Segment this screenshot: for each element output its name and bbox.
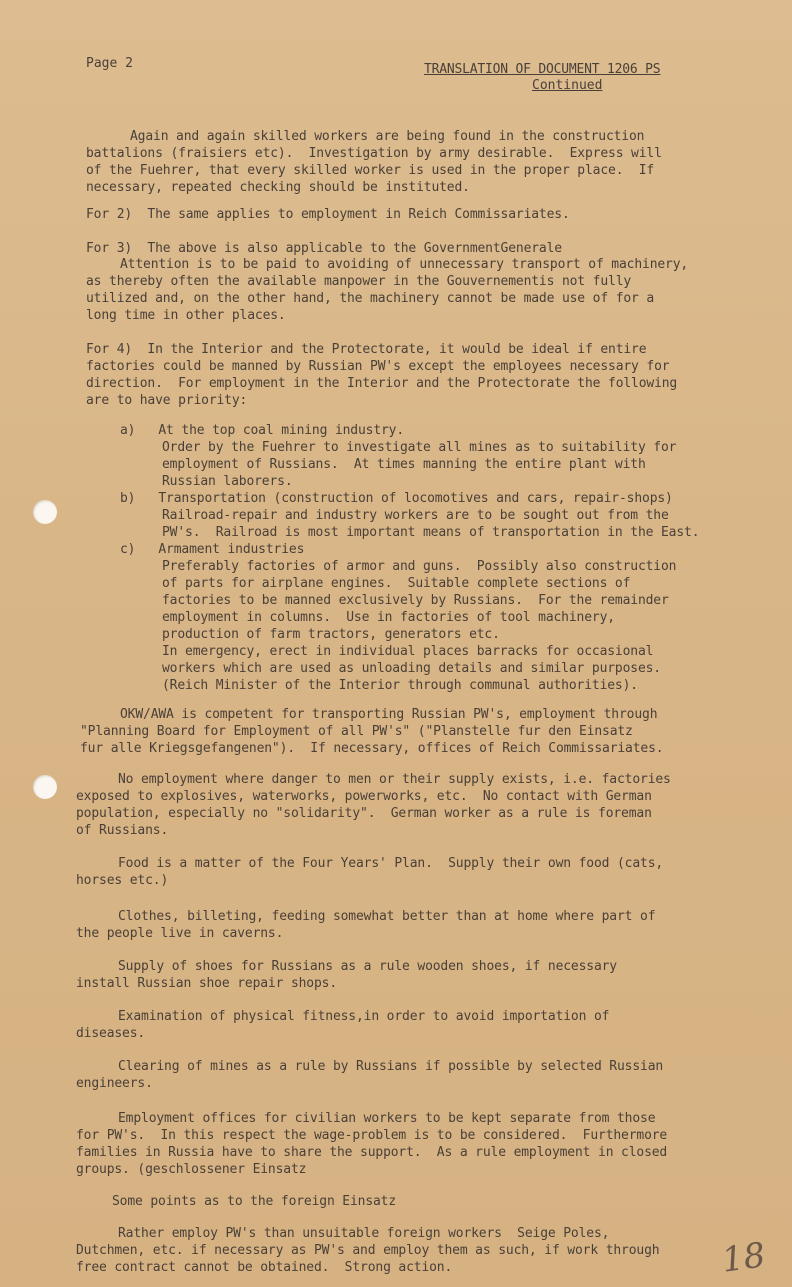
- text-line: exposed to explosives, waterworks, powerworks, etc. No contact with German: [76, 789, 652, 804]
- text-line: population, especially no "solidarity". German worker as a rule is foreman: [76, 806, 652, 821]
- text-line: OKW/AWA is competent for transporting Russian PW's, employment through: [120, 707, 658, 722]
- text-line: of the Fuehrer, that every skilled worker is used in the proper place. If: [86, 163, 655, 178]
- text-line: horses etc.): [76, 873, 169, 888]
- text-line: install Russian shoe repair shops.: [76, 976, 338, 991]
- text-line: of parts for airplane engines. Suitable complete sections of: [162, 576, 631, 591]
- text-line: Clearing of mines as a rule by Russians if possible by selected Russian: [118, 1059, 664, 1074]
- text-line: No employment where danger to men or their supply exists, i.e. factories: [118, 772, 671, 787]
- text-line: factories to be manned exclusively by Russians. For the remainder: [162, 593, 669, 608]
- text-line: Order by the Fuehrer to investigate all mines as to suitability for: [162, 440, 677, 455]
- text-line: In emergency, erect in individual places barracks for occasional: [162, 644, 654, 659]
- text-line: free contract cannot be obtained. Strong action.: [76, 1260, 453, 1275]
- text-line: production of farm tractors, generators etc.: [162, 627, 500, 642]
- text-line: a) At the top coal mining industry.: [120, 423, 405, 438]
- text-line: as thereby often the available manpower in the Gouvernementis not fully: [86, 274, 632, 289]
- text-line: For 3) The above is also applicable to the GovernmentGenerale: [86, 241, 562, 256]
- text-line: c) Armament industries: [120, 542, 305, 557]
- text-line: of Russians.: [76, 823, 169, 838]
- text-line: Russian laborers.: [162, 474, 293, 489]
- text-line: "Planning Board for Employment of all PW's" ("Planstelle fur den Einsatz: [80, 724, 633, 739]
- text-line: Railroad-repair and industry workers are to be sought out from the: [162, 508, 669, 523]
- document-subtitle: Continued: [532, 78, 603, 93]
- text-line: For 4) In the Interior and the Protectorate, it would be ideal if entire: [86, 342, 647, 357]
- text-line: diseases.: [76, 1026, 146, 1041]
- text-line: Rather employ PW's than unsuitable foreign workers Seige Poles,: [118, 1226, 610, 1241]
- text-line: Food is a matter of the Four Years' Plan. Supply their own food (cats,: [118, 856, 664, 871]
- text-line: Clothes, billeting, feeding somewhat better than at home where part of: [118, 909, 656, 924]
- text-line: Supply of shoes for Russians as a rule wooden shoes, if necessary: [118, 959, 617, 974]
- text-line: Some points as to the foreign Einsatz: [112, 1194, 397, 1209]
- text-line: Employment offices for civilian workers to be kept separate from those: [118, 1111, 656, 1126]
- text-line: PW's. Railroad is most important means of transportation in the East.: [162, 525, 700, 540]
- text-line: Attention is to be paid to avoiding of unnecessary transport of machinery,: [120, 257, 689, 272]
- text-line: (Reich Minister of the Interior through communal authorities).: [162, 678, 638, 693]
- document-title: TRANSLATION OF DOCUMENT 1206 PS: [424, 62, 661, 77]
- text-line: factories could be manned by Russian PW's except the employees necessary for: [86, 359, 670, 374]
- punch-hole: [33, 775, 57, 799]
- text-line: For 2) The same applies to employment in Reich Commissariates.: [86, 207, 570, 222]
- text-line: battalions (fraisiers etc). Investigation by army desirable. Express will: [86, 146, 662, 161]
- text-line: employment in columns. Use in factories of tool machinery,: [162, 610, 615, 625]
- text-line: necessary, repeated checking should be instituted.: [86, 180, 470, 195]
- handwritten-page-number: 18: [719, 1235, 768, 1281]
- text-line: engineers.: [76, 1076, 153, 1091]
- text-line: employment of Russians. At times manning the entire plant with: [162, 457, 646, 472]
- text-line: long time in other places.: [86, 308, 286, 323]
- text-line: Dutchmen, etc. if necessary as PW's and employ them as such, if work through: [76, 1243, 660, 1258]
- text-line: direction. For employment in the Interior and the Protectorate the following: [86, 376, 678, 391]
- text-line: the people live in caverns.: [76, 926, 284, 941]
- text-line: groups. (geschlossener Einsatz: [76, 1162, 307, 1177]
- text-line: utilized and, on the other hand, the machinery cannot be made use of for a: [86, 291, 655, 306]
- text-line: workers which are used as unloading details and similar purposes.: [162, 661, 661, 676]
- text-line: Again and again skilled workers are being found in the construction: [130, 129, 645, 144]
- text-line: fur alle Kriegsgefangenen"). If necessary, offices of Reich Commissariates.: [80, 741, 664, 756]
- text-line: Examination of physical fitness,in order to avoid importation of: [118, 1009, 610, 1024]
- text-line: Preferably factories of armor and guns. Possibly also construction: [162, 559, 677, 574]
- text-line: for PW's. In this respect the wage-problem is to be considered. Furthermore: [76, 1128, 668, 1143]
- page-label: Page 2: [86, 56, 133, 71]
- text-line: families in Russia have to share the support. As a rule employment in closed: [76, 1145, 668, 1160]
- text-line: b) Transportation (construction of locomotives and cars, repair-shops): [120, 491, 673, 506]
- punch-hole: [33, 500, 57, 524]
- text-line: are to have priority:: [86, 393, 248, 408]
